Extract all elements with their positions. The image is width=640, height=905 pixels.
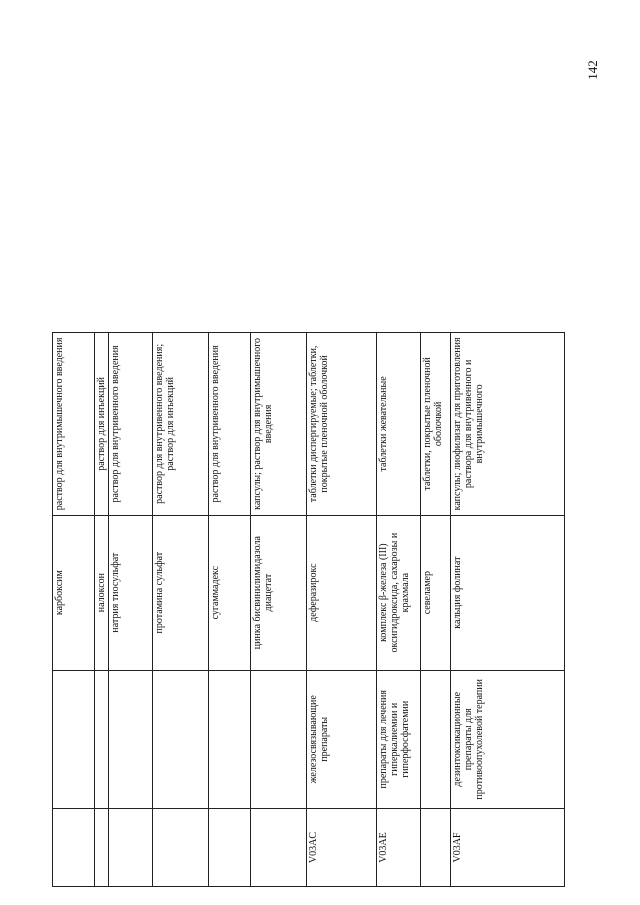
cell-group bbox=[109, 670, 153, 809]
table-row bbox=[421, 333, 451, 887]
cell-form: раствор для внутривенного введения; раствор для инъекций bbox=[153, 333, 209, 516]
table-row bbox=[209, 333, 251, 887]
cell-group bbox=[153, 670, 209, 809]
cell-code: V03AE bbox=[377, 809, 421, 887]
cell-code: V03AC bbox=[307, 809, 377, 887]
cell-code bbox=[421, 809, 451, 887]
cell-group bbox=[95, 670, 109, 809]
cell-code bbox=[95, 809, 109, 887]
cell-code: V03AF bbox=[451, 809, 565, 887]
cell-name: налоксон bbox=[95, 515, 109, 670]
cell-form: капсулы; раствор для внутримышечного введения bbox=[251, 333, 307, 516]
cell-form: таблетки диспергируемые; таблетки, покрытые пленочной оболочкой bbox=[307, 333, 377, 516]
cell-name: цинка бисвинилимидазола диацетат bbox=[251, 515, 307, 670]
cell-name: севеламер bbox=[421, 515, 451, 670]
table-row bbox=[109, 333, 153, 887]
cell-form: таблетки жевательные bbox=[377, 333, 421, 516]
cell-name: сугаммадекс bbox=[209, 515, 251, 670]
cell-code bbox=[251, 809, 307, 887]
cell-group bbox=[251, 670, 307, 809]
cell-code bbox=[109, 809, 153, 887]
cell-group: дезинтоксикационные препараты для противоопухолевой терапии bbox=[451, 670, 565, 809]
cell-form: раствор для внутривенного введения bbox=[209, 333, 251, 516]
cell-name: карбоксим bbox=[53, 515, 95, 670]
table-row bbox=[251, 333, 307, 887]
rotated-table-container bbox=[52, 332, 564, 887]
cell-name: протамина сульфат bbox=[153, 515, 209, 670]
cell-group bbox=[421, 670, 451, 809]
table-row bbox=[153, 333, 209, 887]
table-row bbox=[451, 333, 565, 887]
cell-name: натрия тиосульфат bbox=[109, 515, 153, 670]
cell-group: препараты для лечения гиперкалиемии и гиперфосфатемии bbox=[377, 670, 421, 809]
table-row bbox=[53, 333, 95, 887]
drug-table bbox=[52, 332, 565, 887]
cell-name: комплекс β-железа (III) оксигидроксида, сахарозы и крахмала bbox=[377, 515, 421, 670]
cell-code bbox=[209, 809, 251, 887]
table-row bbox=[95, 333, 109, 887]
cell-group bbox=[53, 670, 95, 809]
cell-form: раствор для инъекций bbox=[95, 333, 109, 516]
cell-group: железосвязывающие препараты bbox=[307, 670, 377, 809]
page-number: 142 bbox=[584, 60, 600, 80]
cell-code bbox=[153, 809, 209, 887]
table-row bbox=[377, 333, 421, 887]
cell-name: деферазирокс bbox=[307, 515, 377, 670]
cell-form: таблетки, покрытые пленочной оболочкой bbox=[421, 333, 451, 516]
cell-form: капсулы; лиофилизат для приготовления раствора для внутривенного и внутримышечного bbox=[451, 333, 565, 516]
cell-form: раствор для внутривенного введения bbox=[109, 333, 153, 516]
table-rotation-frame bbox=[52, 332, 564, 887]
cell-code bbox=[53, 809, 95, 887]
table-row bbox=[307, 333, 377, 887]
cell-name: кальция фолинат bbox=[451, 515, 565, 670]
cell-group bbox=[209, 670, 251, 809]
cell-form: раствор для внутримышечного введения bbox=[53, 333, 95, 516]
